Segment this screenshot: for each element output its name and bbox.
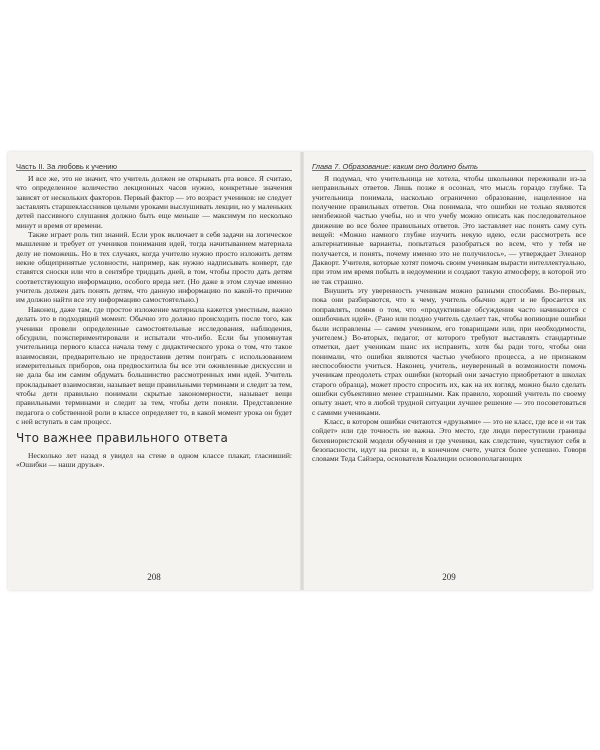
book-spread [8, 152, 592, 590]
paragraph: Я подумал, что учительница не хотела, чтобы школьники переживали из-за неправильных ответов. Лишь позже я осознал, что мысль гораздо глубже. Та учительница понимала, насколько ограничено образование, нацеленное на получение правильных ответов. Она понимала, что ошибки не только являются неизбежной частью учебы, но и что учебу можно описать как последовательное движение во все более правильных ответов. Это заставляет нас понять саму суть вещей: «Можно намного глубже изучить некую идею, если рассмотреть все альтернативные варианты, попытаться разобраться во всем, что у тебя не получается, и понять, почему именно это не получилось», — утверждает Элеанор Дакворт. Учителя, которые хотят помочь своим ученикам вырасти интеллектуально, при этом им время побыть в недоумении и создают такую атмосферу, в которой это не так страшно. [312, 174, 586, 286]
paragraph: И все же, это не значит, что учитель должен не открывать рта вовсе. Я считаю, что определенное количество лекционных часов нужно, конкретные значения зависят от нескольких факторов. Первый фактор — это возраст учеников: не следует заставлять старшеклассников целыми уроками выслушивать лекции, но у маленьких детей пассивного слушания должно быть еще меньше — максимум по несколько минут и время от времени. [16, 174, 292, 230]
page-number-right: 209 [442, 572, 456, 582]
right-page [312, 152, 586, 590]
right-page-body [312, 174, 586, 464]
section-heading: Что важнее правильного ответа [16, 431, 229, 446]
running-head-right-text: Глава 7. Образование: каким оно должно быть [312, 162, 478, 171]
page-number-left: 208 [147, 572, 161, 582]
left-page [16, 152, 292, 590]
paragraph: Несколько лет назад я увидел на стене в одном классе плакат, гласивший: «Ошибки — наши друзья». [16, 450, 292, 469]
running-head-left [16, 156, 292, 171]
running-head-right [312, 156, 586, 171]
paragraph: Наконец, даже там, где простое изложение материала кажется уместным, важно делать это в подходящий момент. Обычно это должно происходить после того, как ученики провели определенные самостоятельные исследования, наблюдения, обсудили, поэкспериментировали и испытали что-либо. Если бы упомянутая учительница первого класса начала тему с дидактического урока о том, что такое взаимосвязи, предварительно не предоставив детям поиграть с использованием измерительных приборов, она предвосхитила бы все эти оживленные дискуссии и не дала бы им самим обдумать большинство рассмотренных ими идей. Учитель прокладывает взаимосвязи, называет вещи правильными терминами и следит за тем, чтобы дети правильно понимали скрытые закономерности, называет вещи правильными терминами и следит за тем, чтобы дети поняли. Представление педагога о собственной роли в классе определяет то, в какой момент урока он будет с ней вступать в сам процесс. [16, 304, 292, 426]
book-gutter [300, 152, 304, 590]
running-head-left-text: Часть II. За любовь к учению [16, 162, 118, 171]
paragraph: Также играет роль тип знаний. Если урок включает в себя задачи на логическое мышление и требует от учеников понимания идей, тогда начитыванием материала делу не поможешь. Но в тех случаях, когда учителю нужно просто изложить детям некие общепринятые условности, например, как нужно надписывать конверт, где ставятся сноски или что в сентябре тридцать дней, в том, чтобы просто дать детям соответствующую информацию, особого вреда нет. (Но даже в этом случае именно учитель должен дать понять детям, что данную информацию по какой-то причине им должно найти все эту информацию самостоятельно.) [16, 230, 292, 305]
paragraph: Класс, в котором ошибки считаются «друзьями» — это не класс, где все и «и так сойдет» или где точность не важна. Это место, где люди переступили границы бихевиористской модели обучения и где ученики, как следствие, чувствуют себя в безопасности, идут на риски и, в конечном счете, учатся более успешно. Говоря словами Теда Сайзера, основателя Коалиции основополагающих [312, 416, 586, 464]
left-page-body [16, 174, 292, 469]
paragraph: Внушить эту уверенность ученикам можно разными способами. Во-первых, пока они разбираются, что к чему, учитель обычно ждет и не бросается их поправлять, помня о том, что «продуктивные обсуждения часто начинаются с ошибочных идей». (Рано или поздно учитель сделает так, чтобы вопиющие ошибки были исправлены — самим учеником, его товарищами или, при необходимости, учителем.) Во-вторых, педагог, от которого требуют выставлять стандартные отметки, дает ученикам шанс их исправить, хотя бы ради того, чтобы они понимали, что ошибки являются частью учебного процесса, а не признаком неспособности учиться. Наконец, учитель, неуверенный в возможности помочь ученикам преодолеть страх ошибки (который они зачастую приобретают в школах старого образца), может просто спросить их, как на их взгляд, можно было сделать ошибки субъективно менее страшными. Как правило, хороший учитель по своему опыту знает, что в любой трудной ситуации лучшее решение — это посоветоваться с самими учениками. [312, 286, 586, 417]
